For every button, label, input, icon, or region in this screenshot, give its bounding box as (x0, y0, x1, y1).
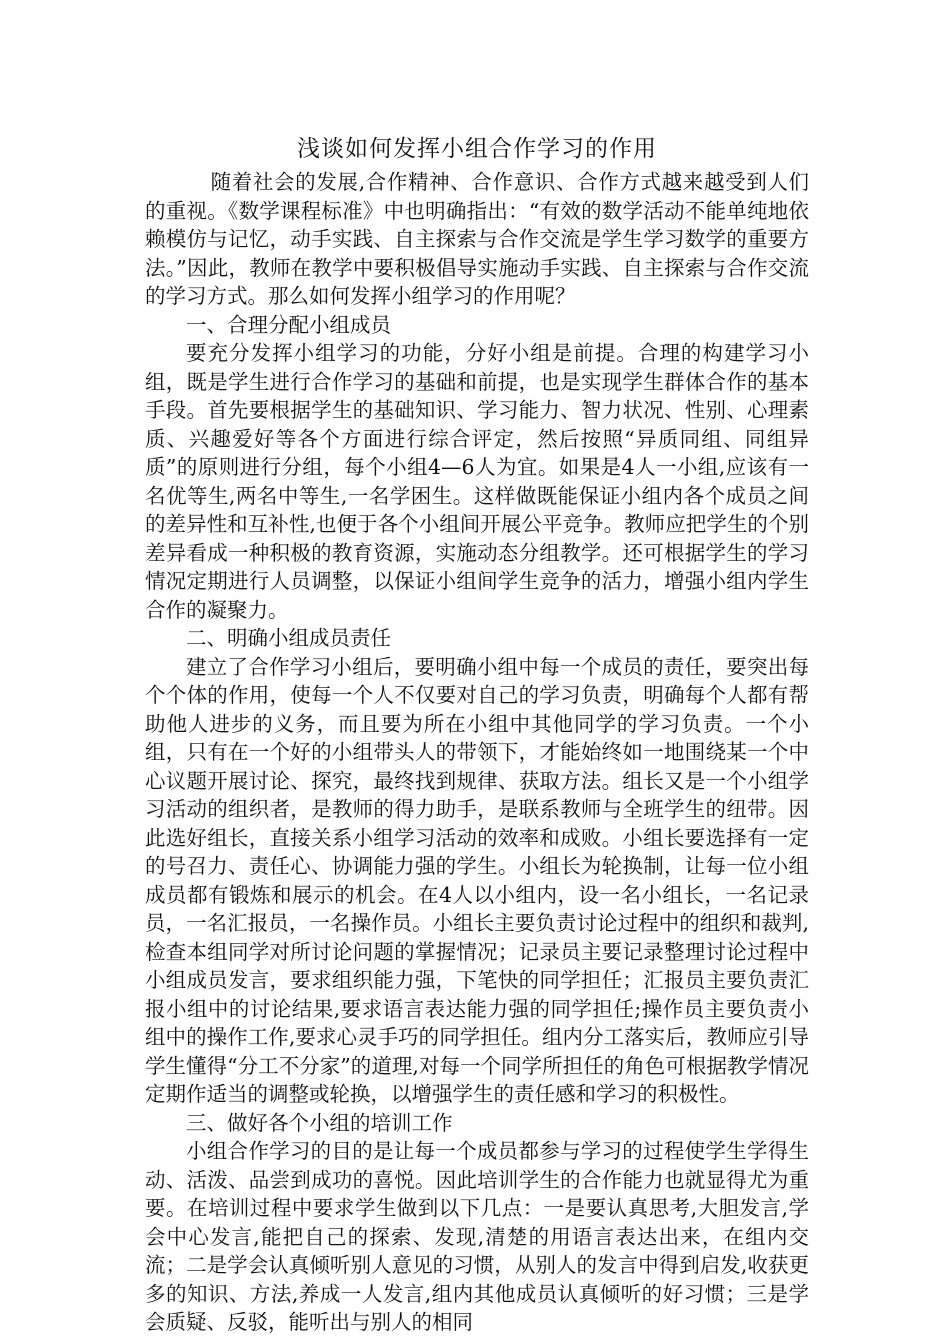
intro-paragraph: 随着社会的发展,合作精神、合作意识、合作方式越来越受到人们的重视。《数学课程标准》中也明确指出：“有效的数学活动不能单纯地依赖模仿与记忆，动手实践、自主探索与合作交流是学生学习数学的重要方法。”因此，教师在教学中要积极倡导实施动手实践、自主探索与合作交流的学习方式。那么如何发挥小组学习的作用呢？ (145, 170, 809, 308)
document-title: 浅谈如何发挥小组合作学习的作用 (297, 136, 657, 162)
section-body-2: 建立了合作学习小组后，要明确小组中每一个成员的责任，要突出每个个体的作用，使每一个人不仅要对自己的学习负责，明确每个人都有帮助他人进步的义务，而且要为所在小组中其他同学的学习负责。一个小组，只有在一个好的小组带头人的带领下，才能始终如一地围绕某一个中心议题开展讨论、探究，最终找到规律、获取方法。组长又是一个小组学习活动的组织者，是教师的得力助手，是联系教师与全班学生的纽带。因此选好组长，直接关系小组学习活动的效率和成败。小组长要选择有一定的号召力、责任心、协调能力强的学生。小组长为轮换制，让每一位小组成员都有锻炼和展示的机会。在4人以小组内，设一名小组长，一名记录员，一名汇报员，一名操作员。小组长主要负责讨论过程中的组织和裁判,检查本组同学对所讨论问题的掌握情况；记录员主要记录整理讨论过程中小组成员发言，要求组织能力强，下笔快的同学担任；汇报员主要负责汇报小组中的讨论结果,要求语言表达能力强的同学担任;操作员主要负责小组中的操作工作,要求心灵手巧的同学担任。组内分工落实后，教师应引导学生懂得“分工不分家”的道理,对每一个同学所担任的角色可根据教学情况定期作适当的调整或轮换，以增强学生的责任感和学习的积极性。 (145, 654, 809, 1106)
section-heading-1: 一、合理分配小组成员 (186, 312, 391, 337)
document-content (145, 132, 809, 1337)
section-heading-2: 二、明确小组成员责任 (186, 626, 391, 650)
section-body-3: 小组合作学习的目的是让每一个成员都参与学习的过程使学生学得生动、活泼、品尝到成功的喜悦。因此培训学生的合作能力也就显得尤为重要。在培训过程中要求学生做到以下几点：一是要认真思考,大胆发言,学会中心发言,能把自己的探索、发现,清楚的用语言表达出来，在组内交流；二是学会认真倾听别人意见的习惯，从别人的发言中得到启发,收获更多的知识、方法,养成一人发言,组内其他成员认真倾听的好习惯；三是学会质疑、反驳，能听出与别人的相同 (145, 1139, 809, 1334)
section-body-1: 要充分发挥小组学习的功能，分好小组是前提。合理的构建学习小组，既是学生进行合作学习的基础和前提，也是实现学生群体合作的基本手段。首先要根据学生的基础知识、学习能力、智力状况、性别、心理素质、兴趣爱好等各个方面进行综合评定，然后按照“异质同组、同组异质”的原则进行分组，每个小组4—6人为宜。如果是4人一小组,应该有一名优等生,两名中等生,一名学困生。这样做既能保证小组内各个成员之间的差异性和互补性,也便于各个小组间开展公平竞争。教师应把学生的个别差异看成一种积极的教育资源，实施动态分组教学。还可根据学生的学习情况定期进行人员调整，以保证小组间学生竞争的活力，增强小组内学生合作的凝聚力。 (145, 341, 809, 622)
section-heading-3: 三、做好各个小组的培训工作 (186, 1110, 453, 1135)
